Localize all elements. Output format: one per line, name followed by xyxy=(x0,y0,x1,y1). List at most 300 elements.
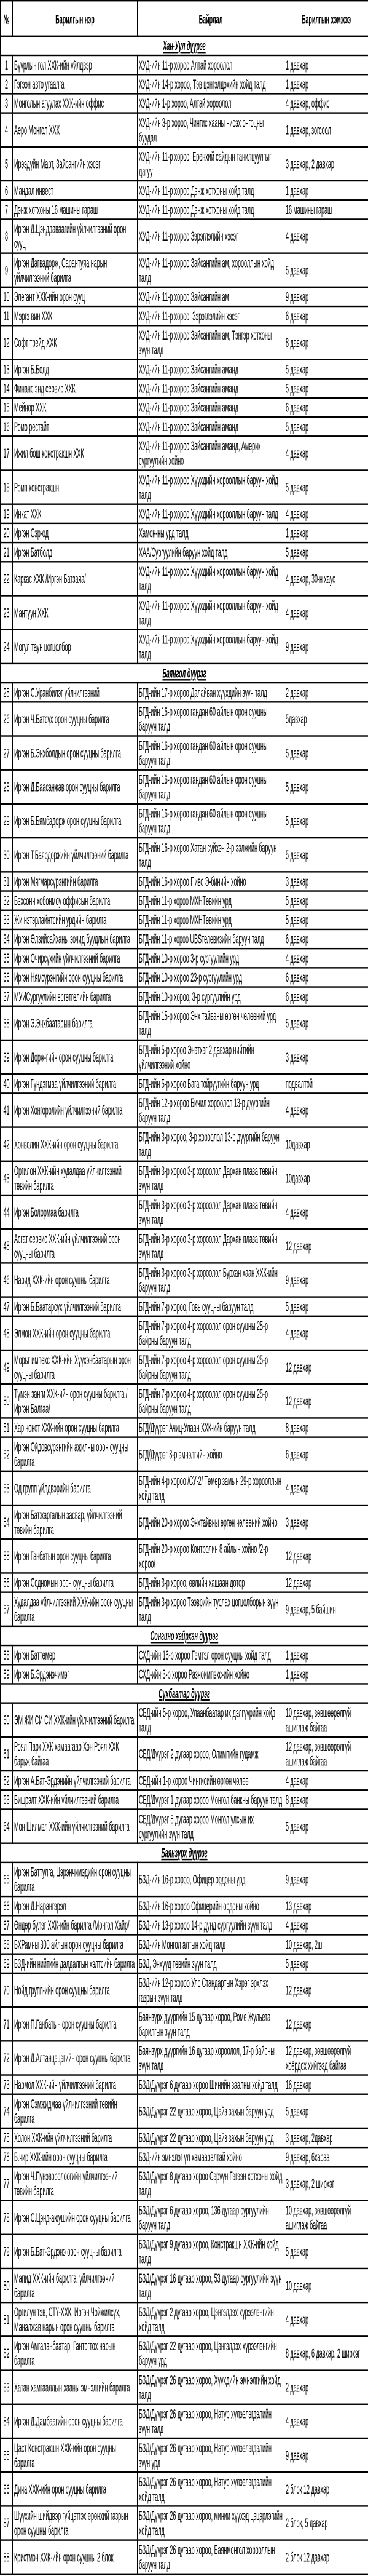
building-size-cell: 2 блок, 5 давхар xyxy=(284,2506,368,2540)
row-number: 61 xyxy=(1,1737,13,1771)
table-row xyxy=(1,1161,368,1195)
building-size-cell: 5 давхар xyxy=(284,379,368,398)
location-cell: БЗД/Дүүрэг 16 дугаар хороо, 53 дугаар сургуулийн зүүн талд xyxy=(138,2268,284,2302)
location-cell: БЗД/Дүүрэг 26 дугаар хороо, Натур хүлээлэгдэлийн зүүн урд xyxy=(138,2438,284,2472)
row-number: 7 xyxy=(1,200,13,219)
row-number: 44 xyxy=(1,1195,13,1229)
building-size-cell: 3 давхар, 2 ширхэг xyxy=(284,2166,368,2200)
building-size-cell: 12 давхар xyxy=(284,1973,368,2007)
table-row xyxy=(1,595,368,629)
building-name-cell: Иргэн Д.Нарангэрэл xyxy=(13,1896,138,1915)
building-name-cell: Иргэн Нямсүрэнгийн орон сууцны барилга xyxy=(13,968,138,987)
row-number: 13 xyxy=(1,359,13,378)
row-number: 77 xyxy=(1,2166,13,2200)
location-cell: БГД-ийн 3-р хороо 3-р хороолол Дархан плаза төвийн зүүн талд xyxy=(138,1161,284,1195)
table-row xyxy=(1,2235,368,2268)
building-name-cell: Иргэн Батжаргалын засвар, үйлчилгээний төвийн барилга xyxy=(13,1505,138,1539)
table-row xyxy=(1,523,368,543)
building-name-cell: БХРамны 300 айлын орон сууцны барилга xyxy=(13,1935,138,1954)
table-row xyxy=(1,1297,368,1316)
row-number: 46 xyxy=(1,1263,13,1297)
building-size-cell: 5давхар xyxy=(284,702,368,736)
building-size-cell: 10 давхар, 2ш xyxy=(284,1935,368,1954)
building-size-cell: 2 блок 12 давхар xyxy=(284,2472,368,2506)
building-name-cell: Иргэн Б.Болд xyxy=(13,359,138,378)
building-name-cell: Хонволин ХХК-ийн орон сууцны барилга xyxy=(13,1127,138,1161)
building-name-cell: Бэхсонн хобонмоу оффисын барилга xyxy=(13,891,138,910)
building-size-cell: 12 давхар xyxy=(284,1229,368,1263)
location-cell: БГД-ийн 5-р хороо Энэтхэг 2 давхар нийтийн үйлчилгээний хойно xyxy=(138,1040,284,1074)
building-name-cell: Иргэн Д.Дамбаагийн орон сууцны барилга xyxy=(13,2404,138,2438)
row-number: 66 xyxy=(1,1896,13,1915)
building-name-cell: БЗД-ийн нийтийн далдалгын хэлтсийн барилга xyxy=(13,1954,138,1973)
building-name-cell: Роял Парк ХХК хамаагаар Хэн Роял ХХК барьж байгаа xyxy=(13,1737,138,1771)
building-name-cell: Бүүрлын гол ХХК-ийн үйлдвэр xyxy=(13,55,138,74)
building-name-cell: Б.чир ХХК-ийн орон сууцны барилга xyxy=(13,2147,138,2166)
building-size-cell: 5 давхар xyxy=(284,1006,368,1040)
row-number: 36 xyxy=(1,968,13,987)
building-name-cell: Морьт импекс ХХК-ийн Хүүхэнбаатарын орон сууцны барилга xyxy=(13,1350,138,1384)
location-cell: БЗД/Дүүрэг 22 дугаар хороо, Цэнгэлдэх хүрээлэнгийн баруун урд xyxy=(138,2336,284,2370)
building-size-cell: 12 давхар xyxy=(284,1350,368,1384)
district-heading: Хан-Уул дүүрэг xyxy=(1,36,368,55)
location-cell: БГД-ийн 16-р хороо гандан 60 айлын орон сууцны баруун талд xyxy=(138,736,284,770)
row-number: 62 xyxy=(1,1771,13,1790)
location-cell: БЗД-ийн 12-р хороо Улс Стандартын Хэрэг эрхлэх газрын зүүн талд xyxy=(138,1973,284,2007)
location-cell: БЗД/Дүүрэг 26 дугаар хороо, Хүүхдийн эмнэлгийн хойд талд xyxy=(138,2371,284,2404)
building-size-cell: 12 давхар, зөвшөөрөлгүй хоёрдох хийгээд байгаа xyxy=(284,2041,368,2075)
table-row xyxy=(1,1418,368,1437)
building-size-cell: 10 давхар xyxy=(284,2268,368,2302)
location-cell: ХУД-ийн 11-р хороо Зайсангийн аманд xyxy=(138,379,284,398)
table-row xyxy=(1,1263,368,1297)
table-row xyxy=(1,200,368,219)
location-cell: СБД/Дүүрэг 8 дугаар хороо Монгол улсын их сургуулийн зүүн талд xyxy=(138,1809,284,1843)
row-number: 70 xyxy=(1,1973,13,2007)
district-heading: Сүхбаатар дүүрэг xyxy=(1,1684,368,1703)
location-cell: БГД-ийн 3-р хороо Тээврийн туслах цогцолборын зүүн талд xyxy=(138,1592,284,1626)
building-size-cell: 3 давхар, 2давхар xyxy=(284,2128,368,2147)
building-name-cell: Иргэн С.Цэнд-аюушийн орон сууцны барилга xyxy=(13,2201,138,2235)
row-number: 37 xyxy=(1,987,13,1006)
location-cell: ХУД-ийн 11-р хороо Дэнж хотхоны хойд талд xyxy=(138,181,284,200)
building-size-cell: подвалтой xyxy=(284,1074,368,1093)
row-number: 67 xyxy=(1,1915,13,1934)
building-name-cell: Иргэн Б.Баатарсүх үйлчилгээний барилга xyxy=(13,1297,138,1316)
table-row xyxy=(1,2075,368,2094)
building-size-cell: 6 давхар xyxy=(284,1437,368,1471)
location-cell: БГД-ийн 5-р хороо Бага тойруугийн баруун урд xyxy=(138,1074,284,1093)
row-number: 23 xyxy=(1,595,13,629)
building-name-cell: Иргэн Э.Энхбаатарын барилга xyxy=(13,1006,138,1040)
row-number: 3 xyxy=(1,93,13,113)
location-cell: БГД-ийн 4-р хороо /СУ-2/ Төмөр замын 29-р хорооллын хойд талд xyxy=(138,1471,284,1505)
table-row xyxy=(1,2166,368,2200)
row-number: 40 xyxy=(1,1074,13,1093)
location-cell: ХУД-ийн 14-р хороо, Тэв цэнгэлдэхийн хойд талд xyxy=(138,74,284,93)
building-name-cell: Жи нэтэрлайнтсийн урдийн барилга xyxy=(13,910,138,929)
building-size-cell: 5 давхар xyxy=(284,1809,368,1843)
location-cell: БЗД/Дүүрэг 6 дугаар хороо, 136 дугаар сургуулийн баруун талд xyxy=(138,2201,284,2235)
building-name-cell: Нойд групп-ийн орон сууцны барилга xyxy=(13,1973,138,2007)
table-row xyxy=(1,1505,368,1539)
row-number: 56 xyxy=(1,1573,13,1592)
row-number: 2 xyxy=(1,74,13,93)
location-cell: ХУД-ийн 11-р хороо Зэрэглэлийн хэсэг xyxy=(138,219,284,253)
location-cell: СБД/Дүүрэг 2 дугаар хороо, Олимпийн гудамж xyxy=(138,1737,284,1771)
row-number: 86 xyxy=(1,2472,13,2506)
location-cell: БГД-ийн 7-р хороо 4-р хороолол орон сууцны 25-р байрны баруун талд xyxy=(138,1316,284,1350)
table-row xyxy=(1,1350,368,1384)
table-row xyxy=(1,1006,368,1040)
row-number: 6 xyxy=(1,181,13,200)
building-size-cell: 5 давхар xyxy=(284,804,368,838)
column-header-building-name: Барилгын нэр xyxy=(13,1,138,36)
building-name-cell: Иргэн Сэр-од xyxy=(13,523,138,543)
building-name-cell: Худалдаа үйлчилгээний ХХК-ийн орон сууцны барилга xyxy=(13,1592,138,1626)
table-row xyxy=(1,1645,368,1664)
row-number: 5 xyxy=(1,147,13,181)
building-size-cell: 1 давхар xyxy=(284,1664,368,1684)
building-size-cell: 9 давхар xyxy=(284,2438,368,2472)
row-number: 45 xyxy=(1,1229,13,1263)
table-row xyxy=(1,1664,368,1684)
table-row xyxy=(1,1195,368,1229)
building-name-cell: Мэргэ вин ХХК xyxy=(13,306,138,325)
row-number: 85 xyxy=(1,2438,13,2472)
district-heading: Сонгино хайрхан дүүрэг xyxy=(1,1626,368,1645)
table-row xyxy=(1,838,368,872)
building-size-cell: 10 давхар, зөвшөөрөлгүй ашиглаж байгаа xyxy=(284,1703,368,1737)
building-size-cell: 10давхар xyxy=(284,1161,368,1195)
row-number: 27 xyxy=(1,736,13,770)
building-name-cell: Иргэн Д.Алтанцэцэгийн орон сууцны барилга xyxy=(13,2041,138,2075)
location-cell: ХУД-ийн 11-р хороо Хүүхдийн хорооллын баруун хойд талд xyxy=(138,630,284,664)
building-size-cell: 10давхар xyxy=(284,1127,368,1161)
building-size-cell: 4 давхар xyxy=(284,1471,368,1505)
row-number: 18 xyxy=(1,470,13,504)
building-size-cell: 1 давхар xyxy=(284,523,368,543)
building-size-cell: 1 давхар xyxy=(284,1645,368,1664)
row-number: 49 xyxy=(1,1350,13,1384)
location-cell: БГД-ийн 12-р хороо Бичил хороолол 13-р дүүргийн баруун талд xyxy=(138,1093,284,1127)
row-number: 25 xyxy=(1,683,13,702)
location-cell: БГД-ийн 10-р хороо 3-р сургуулийн урд xyxy=(138,948,284,968)
location-cell: БГД-ийн 7-р хороо 4-р хороолол орон сууцны 25-р байрны баруун талд xyxy=(138,1384,284,1418)
location-cell: БГД-ийн 3-р хороо 3-р хороолол Бурхан хаан ХХК-ийн баруун талд xyxy=(138,1263,284,1297)
row-number: 39 xyxy=(1,1040,13,1074)
row-number: 60 xyxy=(1,1703,13,1737)
building-size-cell: 4 давхар xyxy=(284,948,368,968)
table-row xyxy=(1,736,368,770)
building-name-cell: Иргэн Дорж-гийн орон сууцны барилга xyxy=(13,1040,138,1074)
location-cell: БГД-ийн 3-р хороо, 3-р хороолол 13-р дүүргийн баруун талд xyxy=(138,1127,284,1161)
location-cell: БЗД/Дүүрэг 6 дугаар хороо Шинийн заалны хойд талд xyxy=(138,2075,284,2094)
row-number: 75 xyxy=(1,2128,13,2147)
table-row xyxy=(1,2268,368,2302)
table-row xyxy=(1,968,368,987)
table-row xyxy=(1,910,368,929)
location-cell: ХУД-ийн 11-р хороо, Ерөнхий сайдын танилцуулгыг дагуу xyxy=(138,147,284,181)
column-header-building-size: Барилгын хэмжээ xyxy=(284,1,368,36)
row-number: 54 xyxy=(1,1505,13,1539)
building-size-cell: 5 давхар xyxy=(284,253,368,287)
building-size-cell: 5 давхар xyxy=(284,838,368,872)
building-size-cell: 1 давхар xyxy=(284,74,368,93)
location-cell: ХУД-ийн 11-р хороо Хүүхдийн хорооллын баруун талд xyxy=(138,504,284,523)
table-row xyxy=(1,219,368,253)
row-number: 47 xyxy=(1,1297,13,1316)
location-cell: ХУД-ийн 11-р хороо Хүүхдийн хорооллын баруун хойд талд xyxy=(138,595,284,629)
building-size-cell: 4 давхар, 30-н хаус xyxy=(284,562,368,595)
table-row xyxy=(1,1384,368,1418)
table-row xyxy=(1,470,368,504)
building-size-cell: 12 давхар xyxy=(284,1573,368,1592)
location-cell: БГД-ийн 20-р хороо Контролин 8 айлын хойно /2-р хороо/ xyxy=(138,1539,284,1573)
table-row xyxy=(1,147,368,181)
location-cell: БЗД/Дүүрэг 26 дугаар хороо, Натур хүлээлэгдэлийн хойд талд xyxy=(138,2472,284,2506)
building-name-cell: Финанс энд сервис ХХК xyxy=(13,379,138,398)
district-section-row xyxy=(1,1843,368,1862)
location-cell: ХУД-ийн 1-р хороо, Алтай хороолол xyxy=(138,93,284,113)
location-cell: ХУД-ийн 11-р хороо Дэнж хотхоны хойд талд xyxy=(138,200,284,219)
district-section-row xyxy=(1,36,368,55)
location-cell: СБД-ийн 5-р хороо, Улаанбаатар их дэлгүүрийн хойд талд xyxy=(138,1703,284,1737)
building-name-cell: Асгат сервис ХХК-ийн үйлчилгээний орон сууцны барилга xyxy=(13,1229,138,1263)
table-row xyxy=(1,702,368,736)
table-row xyxy=(1,1573,368,1592)
building-name-cell: Мапид ХХК-ийн барилга, үйлчилгээний барилга xyxy=(13,2268,138,2302)
building-name-cell: Иргэн Баттөмөр xyxy=(13,1645,138,1664)
building-size-cell: 5 давхар xyxy=(284,543,368,562)
row-number: 14 xyxy=(1,379,13,398)
building-size-cell: 3 давхар, 2 давхар xyxy=(284,147,368,181)
row-number: 17 xyxy=(1,436,13,470)
building-name-cell: Софт трейд ХХК xyxy=(13,325,138,359)
location-cell: СБД/Дүүрэг 1 дугаар хороо Монгол банкны баруун талд xyxy=(138,1790,284,1809)
location-cell: БЗД/Дүүрэг 22 дугаар хороо, Цайз захын баруун урд xyxy=(138,2128,284,2147)
building-name-cell: Мандал инвест xyxy=(13,181,138,200)
location-cell: БЗД/Дүүрэг 9 дугаар хороо, Констракшн ХХК-ийн хойд талд xyxy=(138,2235,284,2268)
building-name-cell: Кристмэн ХХК-ийн орон сууцны 2 блок xyxy=(13,2540,138,2574)
table-row xyxy=(1,306,368,325)
building-name-cell: Ромо рестайт xyxy=(13,417,138,436)
district-heading: Баянгол дүүрэг xyxy=(1,664,368,683)
location-cell: ХУД-ийн 11-р хороо Зайсангийн ам, Тэнгэр хотхоны зүүн талд xyxy=(138,325,284,359)
building-name-cell: Иргэн Б.Бямбадорж орон сууцны барилга xyxy=(13,804,138,838)
building-size-cell: 9 давхар xyxy=(284,287,368,306)
table-row xyxy=(1,562,368,595)
table-row xyxy=(1,1771,368,1790)
building-name-cell: Монголын агуулах ХХК-ийн оффис xyxy=(13,93,138,113)
table-row xyxy=(1,2094,368,2128)
table-row xyxy=(1,359,368,378)
location-cell: ХУД-ийн 11-р хороо Алтай хороолол xyxy=(138,55,284,74)
location-cell: Баянзүрх дүүргийн 15 дугаар хороо, Роме Жульета барилгын зүүн талд xyxy=(138,2007,284,2041)
location-cell: БГД-ийн 16-р хороо гандан 60 айлын орон сууцны баруун талд xyxy=(138,804,284,838)
building-name-cell: Хатан хамгааллын хааны эмнэлгийн барилга xyxy=(13,2371,138,2404)
building-name-cell: Өндөр булэг ХХК-ийн барилга /Монгол Хайр/ xyxy=(13,1915,138,1934)
table-row xyxy=(1,1954,368,1973)
building-size-cell: 2 давхар xyxy=(284,2371,368,2404)
table-row xyxy=(1,543,368,562)
row-number: 30 xyxy=(1,838,13,872)
location-cell: БГД-ийн 3-р хороо, өвлийн хашаан дотор xyxy=(138,1573,284,1592)
table-row xyxy=(1,1935,368,1954)
building-name-cell: Каркас ХХК /Иргэн Батзаяа/ xyxy=(13,562,138,595)
row-number: 78 xyxy=(1,2201,13,2235)
location-cell: БГД-ийн 17-р хороо Далайван хүүхдийн зүүн талд xyxy=(138,683,284,702)
building-name-cell: Нарид ХХК-ийн орон сууцны барилга xyxy=(13,1263,138,1297)
table-row xyxy=(1,1437,368,1471)
location-cell: ХУД-ийн 11-р хороо Зайсангийн ам xyxy=(138,287,284,306)
table-row xyxy=(1,1790,368,1809)
row-number: 51 xyxy=(1,1418,13,1437)
building-name-cell: Иргэн Хонгоролийн үйлчилгээний барилга xyxy=(13,1093,138,1127)
location-cell: БГД-ийн 16-р хороо гандан 60 айлын орон сууцны баруун талд xyxy=(138,770,284,804)
table-row xyxy=(1,1737,368,1771)
building-size-cell: 4 давхар xyxy=(284,436,368,470)
row-number: 1 xyxy=(1,55,13,74)
location-cell: ХУД-ийн 11-р хороо Хүүхдийн хорооллын баруун хойд талд xyxy=(138,470,284,504)
table-row xyxy=(1,1093,368,1127)
row-number: 72 xyxy=(1,2041,13,2075)
table-row xyxy=(1,2128,368,2147)
location-cell: ХУД-ийн 11-р хороо Зайсангийн ам, хорооллын хойд талд xyxy=(138,253,284,287)
building-name-cell: Элегант ХХК-ийн орон сууц xyxy=(13,287,138,306)
table-row xyxy=(1,2404,368,2438)
row-number: 79 xyxy=(1,2235,13,2268)
table-row xyxy=(1,1040,368,1074)
building-size-cell: 5 давхар xyxy=(284,1297,368,1316)
table-row xyxy=(1,948,368,968)
building-size-cell: 1 давхар xyxy=(284,181,368,200)
building-name-cell: Иргэн Дагвадорж, Сарантуяа нарын үйлчилгээний барилга xyxy=(13,253,138,287)
building-size-cell: 6 давхар xyxy=(284,398,368,417)
table-row xyxy=(1,1915,368,1934)
building-size-cell: 4 давхар xyxy=(284,1316,368,1350)
row-number: 9 xyxy=(1,253,13,287)
row-number: 20 xyxy=(1,523,13,543)
location-cell: БГД-ийн 7-р хороо, Говь сууцны баруун талд xyxy=(138,1297,284,1316)
row-number: 48 xyxy=(1,1316,13,1350)
row-number: 15 xyxy=(1,398,13,417)
row-number: 4 xyxy=(1,113,13,147)
building-name-cell: Иргэн Очирсүхийн үйлчилгээний барилга xyxy=(13,948,138,968)
table-row xyxy=(1,2201,368,2235)
location-cell: БГД-ийн 11-р хороо МХНТөвийн урд xyxy=(138,891,284,910)
building-size-cell: 1 давхар, зогсоол xyxy=(284,113,368,147)
table-row xyxy=(1,2506,368,2540)
row-number: 43 xyxy=(1,1161,13,1195)
building-name-cell: Иргэн А.Бат-Эрдэнийн үйлчилгээний барилга xyxy=(13,1771,138,1790)
building-name-cell: Иргэн Өлзийсайханы зочид буудлын барилга xyxy=(13,929,138,948)
location-cell: ХУД-ийн 11-р хороо Зайсангийн аманд xyxy=(138,359,284,378)
row-number: 35 xyxy=(1,948,13,968)
row-number: 26 xyxy=(1,702,13,736)
building-size-cell: 5 давхар xyxy=(284,2094,368,2128)
table-row xyxy=(1,2041,368,2075)
building-size-cell: 5 давхар xyxy=(284,736,368,770)
row-number: 82 xyxy=(1,2336,13,2370)
building-name-cell: Иргэн Ч.Пүнэворолоогийн үйлчилгээний төвийн барилга xyxy=(13,2166,138,2200)
building-name-cell: Мон Шилмэл ХХК-ийн үйлчилгээний барилга xyxy=(13,1809,138,1843)
table-row xyxy=(1,398,368,417)
building-size-cell: 16 машины гараш xyxy=(284,200,368,219)
building-size-cell: 8 давхар xyxy=(284,325,368,359)
row-number: 69 xyxy=(1,1954,13,1973)
table-row xyxy=(1,2438,368,2472)
table-row xyxy=(1,1592,368,1626)
table-row xyxy=(1,1471,368,1505)
building-name-cell: Оргилун тэв, СТҮ-ХХК, Иргэн Чойжилсүх, Маналжав нарын орон сууцны барилга xyxy=(13,2302,138,2336)
table-row xyxy=(1,872,368,891)
row-number: 57 xyxy=(1,1592,13,1626)
table-row xyxy=(1,2540,368,2574)
building-name-cell: Иргэн Гүндэгмаа үйлчилгээний барилга xyxy=(13,1074,138,1093)
building-size-cell: 4 давхар xyxy=(284,2404,368,2438)
building-name-cell: Дина ХХК-ийн орон сууцны барилга xyxy=(13,2472,138,2506)
table-row xyxy=(1,2302,368,2336)
location-cell: ХАА/Сургуулийн баруун хойд талд xyxy=(138,543,284,562)
building-size-cell: 4 давхар xyxy=(284,1195,368,1229)
building-name-cell: Иргэн Б.Бат-Эрдэнэ орон сууцны барилга xyxy=(13,2235,138,2268)
building-size-cell: 2 давхар xyxy=(284,683,368,702)
building-size-cell: 2 блок 12 давхар xyxy=(284,2540,368,2574)
table-row xyxy=(1,683,368,702)
table-row xyxy=(1,181,368,200)
building-name-cell: Иргэн Батболд xyxy=(13,543,138,562)
location-cell: СХД-ийн 3-р хороо Разноимпэкс-ийн хойно xyxy=(138,1664,284,1684)
table-row xyxy=(1,113,368,147)
location-cell: СБД-ийн 1-р хороо Чингисийн өргөн чөлөө xyxy=(138,1771,284,1790)
table-row xyxy=(1,1809,368,1843)
building-name-cell: ЭМ ЖИ СИ СИ ХХК-ийн үйлчилгээний барилга xyxy=(13,1703,138,1737)
building-size-cell: 5 давхар xyxy=(284,417,368,436)
building-name-cell: Иргэн Баттулга, Цэрэнчимэдийн орон сууцны барилга xyxy=(13,1862,138,1896)
building-size-cell: 6 давхар xyxy=(284,929,368,948)
table-row xyxy=(1,630,368,664)
location-cell: БЗД-ийн 13-р хороо 14-р дунд сургуулийн зүүн талд xyxy=(138,1915,284,1934)
building-name-cell: МУИСургуулийн өргөтгөлийн барилга xyxy=(13,987,138,1006)
building-name-cell: Түмэн занги ХХК-ийн орон сууцны барилга /Иргэн Балгаа/ xyxy=(13,1384,138,1418)
row-number: 52 xyxy=(1,1437,13,1471)
building-size-cell: 9 давхар, 6хараа xyxy=(284,2147,368,2166)
table-row xyxy=(1,287,368,306)
row-number: 10 xyxy=(1,287,13,306)
location-cell: БЗД/Дүүрэг 22 дугаар хороо, Цайз захын баруун урд xyxy=(138,2094,284,2128)
row-number: 71 xyxy=(1,2007,13,2041)
building-size-cell: 3 давхар xyxy=(284,1505,368,1539)
row-number: 73 xyxy=(1,2075,13,2094)
location-cell: БЗД/Дүүрэг 26 дугаар хороо, Натур хүлээлэгдэлийн зүүн талд xyxy=(138,2404,284,2438)
location-cell: БГД-ийн 15-р хороо Энх тайваны өргөн чөлөөний урд талд xyxy=(138,1006,284,1040)
building-name-cell: Иргэн С.Уранбилэг үйлчилгээний xyxy=(13,683,138,702)
building-size-cell: 9 давхар xyxy=(284,1263,368,1297)
row-number: 50 xyxy=(1,1384,13,1418)
building-size-cell: 16 давхар xyxy=(284,2075,368,2094)
building-size-cell: 4 давхар, оффис xyxy=(284,93,368,113)
location-cell: ХУД-ийн 11-р хороо Зайсангийн аманд xyxy=(138,417,284,436)
table-row xyxy=(1,1316,368,1350)
building-size-cell: 3 давхар xyxy=(284,1040,368,1074)
table-row xyxy=(1,2336,368,2370)
building-size-cell: 3 давхар xyxy=(284,872,368,891)
building-name-cell: Холон ХХК-ийн үйлчилгээний барилга xyxy=(13,2128,138,2147)
row-number: 74 xyxy=(1,2094,13,2128)
row-number: 76 xyxy=(1,2147,13,2166)
location-cell: ХУД-ийн 3-р хороо, Чингис хааны нисэх онгоцны буудал xyxy=(138,113,284,147)
